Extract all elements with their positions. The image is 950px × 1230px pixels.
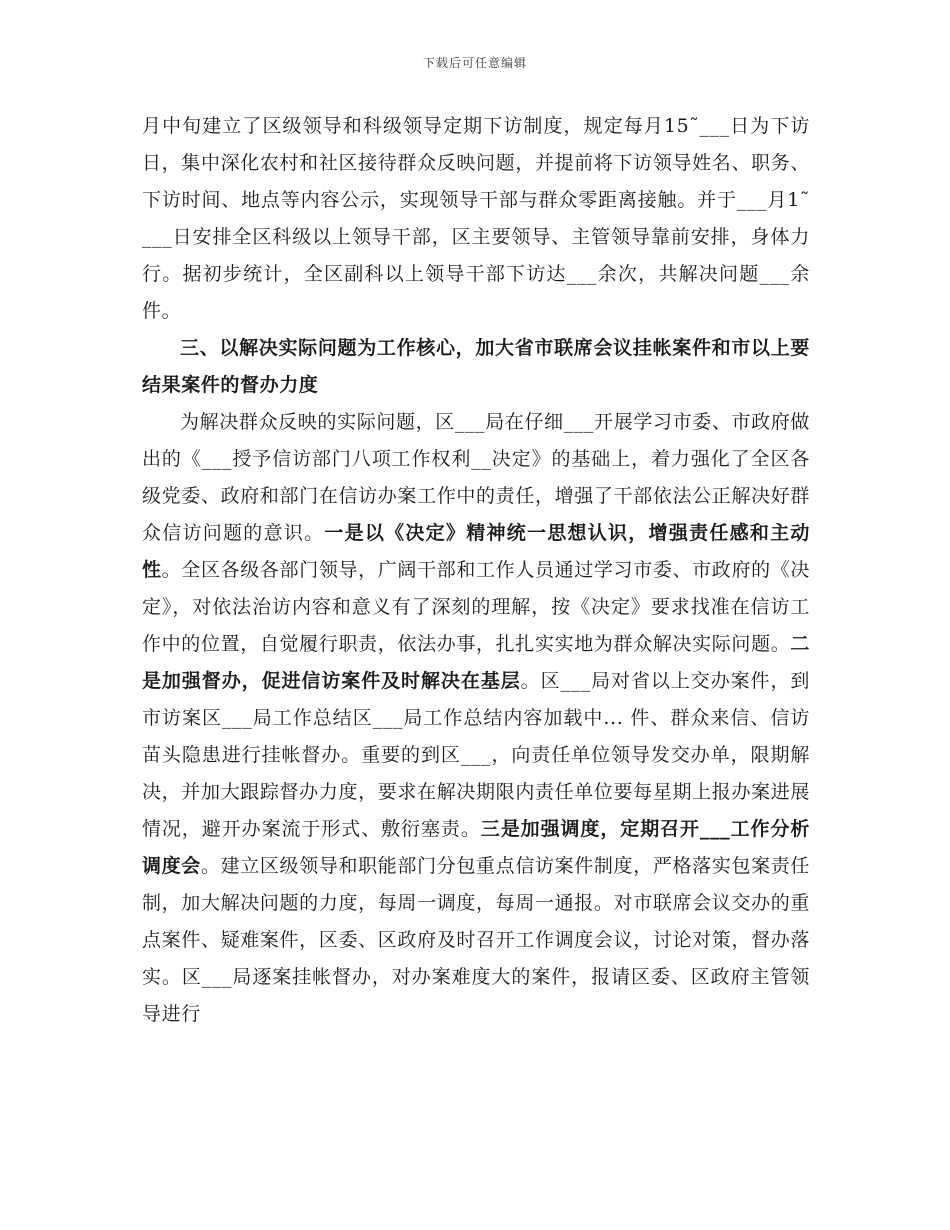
- bold-point-1: 一是以《决定》精神统一思想认识，增强责任感和主动性: [142, 522, 811, 581]
- paragraph-text: 为解决群众反映的实际问题，区___局在仔细___开展学习市委、市政府做出的《___授予信访部门八项工作权利__决定》的基础上，着力强化了全区各级党委、政府和部门在信访办案工作中的责任，增强了干部依法公正解决好群众信访问题的意识。: [142, 411, 810, 544]
- paragraph-text: 。区___局对省以上交办案件，到市访案区___局工作总结区___局工作总结内容加载中... 件、群众来信、信访苗头隐患进行挂帐督办。重要的到区___，向责任单位领导发交办单，限期解决，并加大跟踪督办力度，要求在解决期限内责任单位要每星期上报办案进展情况，避开办案流于形式、敷衍塞责。: [142, 670, 811, 840]
- paragraph-visits: 月中旬建立了区级领导和科级领导定期下访制度，规定每月15˜___日为下访日，集中深化农村和社区接待群众反映问题，并提前将下访领导姓名、职务、下访时间、地点等内容公示，实现领导干部与群众零距离接触。并于___月1˜___日安排全区科级以上领导干部，区主要领导、主管领导靠前安排，身体力行。据初步统计，全区副科以上领导干部下访达___余次，共解决问题___余件。: [142, 115, 810, 322]
- document-body: [142, 108, 810, 1033]
- page-header: 下载后可任意编辑: [422, 56, 527, 70]
- bold-point-2: 二是加强督办，促进信访案件及时解决在基层: [142, 633, 810, 692]
- section-heading-3: 三、以解决实际问题为工作核心，加大省市联席会议挂帐案件和市以上要结果案件的督办力度: [142, 337, 810, 396]
- paragraph-text: 。全区各级各部门领导，广阔干部和工作人员通过学习市委、市政府的《决定》，对依法治访内容和意义有了深刻的理解，按《决定》要求找准在信访工作中的位置，自觉履行职责，依法办事，扎扎实实地为群众解决实际问题。: [142, 559, 810, 655]
- paragraph-text: 。建立区级领导和职能部门分包重点信访案件制度，严格落实包案责任制，加大解决问题的力度，每周一调度，每周一通报。对市联席会议交办的重点案件、疑难案件，区委、区政府及时召开工作调度会议，讨论对策，督办落实。区___局逐案挂帐督办，对办案难度大的案件，报请区委、区政府主管领导进行: [142, 855, 810, 1025]
- bold-point-3: 三是加强调度，定期召开___工作分析调度会: [142, 818, 810, 877]
- paragraph-supervision: [142, 404, 810, 1033]
